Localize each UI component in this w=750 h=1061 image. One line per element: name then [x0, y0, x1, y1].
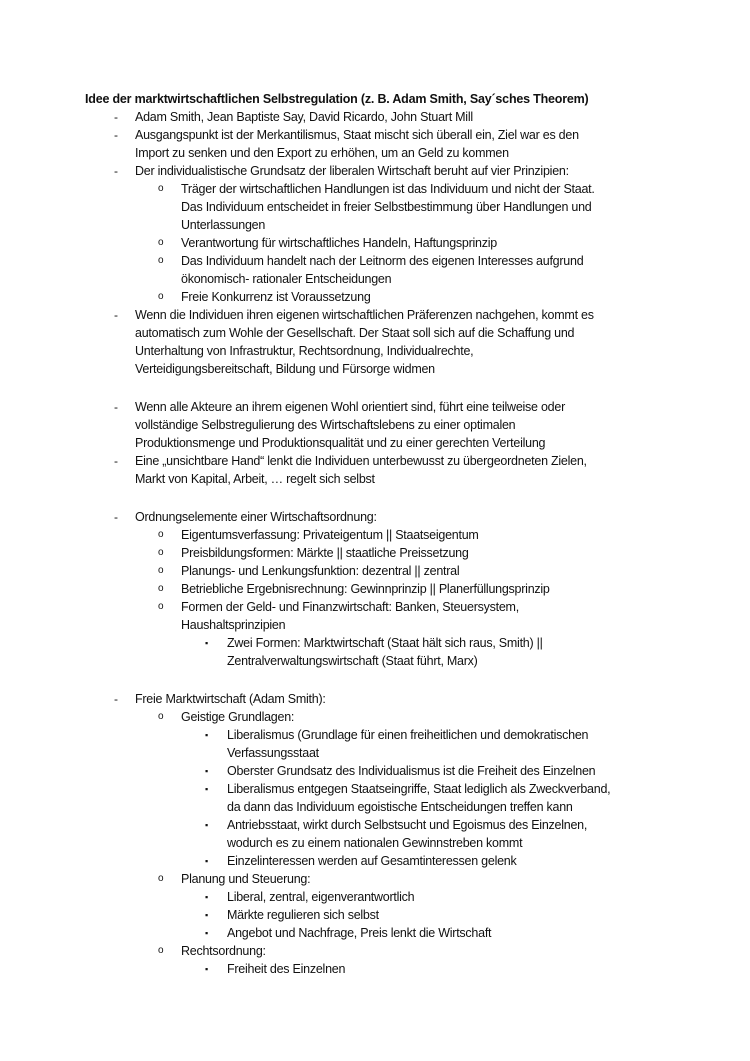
square-bullet-icon: ▪ [205, 928, 209, 938]
list-item-text-line: Ordnungselemente einer Wirtschaftsordnung: [135, 510, 377, 524]
list-item-text-line: Liberalismus (Grundlage für einen freiheitlichen und demokratischen [227, 728, 589, 742]
bullet-list [0, 108, 750, 978]
list-item-level-2 [0, 598, 750, 634]
circle-bullet-icon: o [158, 601, 164, 612]
list-item-text-line: Freie Marktwirtschaft (Adam Smith): [135, 692, 326, 706]
list-item-level-3 [0, 906, 750, 924]
circle-bullet-icon: o [158, 945, 164, 956]
list-item-level-1 [0, 108, 750, 126]
list-item-text-line: Antriebsstaat, wirkt durch Selbstsucht und Egoismus des Einzelnen, [227, 818, 588, 832]
list-item-text-line: Planungs- und Lenkungsfunktion: dezentral || zentral [181, 564, 460, 578]
list-item-text-line: Haushaltsprinzipien [181, 618, 286, 632]
list-item-level-3 [0, 888, 750, 906]
list-item-text-line: Liberalismus entgegen Staatseingriffe, Staat lediglich als Zweckverband, [227, 782, 611, 796]
list-item-text-line: Liberal, zentral, eigenverantwortlich [227, 890, 415, 904]
list-item-text-line: Preisbildungsformen: Märkte || staatliche Preissetzung [181, 546, 469, 560]
list-item-text-line: Träger der wirtschaftlichen Handlungen ist das Individuum und nicht der Staat. [181, 182, 595, 196]
list-item-text-line: Das Individuum entscheidet in freier Selbstbestimmung über Handlungen und [181, 200, 592, 214]
dash-bullet-icon: - [114, 454, 118, 468]
list-item-text-line: ökonomisch- rationaler Entscheidungen [181, 272, 392, 286]
list-item-level-3 [0, 762, 750, 780]
list-item-level-1 [0, 126, 750, 162]
list-item-text-line: Unterhaltung von Infrastruktur, Rechtsordnung, Individualrechte, [135, 344, 474, 358]
list-item-text-line: Verantwortung für wirtschaftliches Handeln, Haftungsprinzip [181, 236, 497, 250]
dash-bullet-icon: - [114, 128, 118, 142]
square-bullet-icon: ▪ [205, 892, 209, 902]
list-item-text-line: Der individualistische Grundsatz der liberalen Wirtschaft beruht auf vier Prinzipien: [135, 164, 569, 178]
list-item-level-2 [0, 708, 750, 726]
square-bullet-icon: ▪ [205, 784, 209, 794]
dash-bullet-icon: - [114, 692, 118, 706]
list-item-text-line: Angebot und Nachfrage, Preis lenkt die Wirtschaft [227, 926, 492, 940]
list-item-text-line: Märkte regulieren sich selbst [227, 908, 379, 922]
list-item-text-line: Adam Smith, Jean Baptiste Say, David Ricardo, John Stuart Mill [135, 110, 473, 124]
paragraph-gap [0, 488, 750, 508]
list-item-text-line: Freiheit des Einzelnen [227, 962, 346, 976]
list-item-level-3 [0, 634, 750, 670]
list-item-text-line: Rechtsordnung: [181, 944, 266, 958]
list-item-text-line: Import zu senken und den Export zu erhöhen, um an Geld zu kommen [135, 146, 509, 160]
list-item-level-2 [0, 252, 750, 288]
list-item-text-line: Formen der Geld- und Finanzwirtschaft: Banken, Steuersystem, [181, 600, 519, 614]
list-item-text-line: Einzelinteressen werden auf Gesamtinteressen gelenk [227, 854, 517, 868]
list-item-level-3 [0, 816, 750, 852]
square-bullet-icon: ▪ [205, 766, 209, 776]
circle-bullet-icon: o [158, 183, 164, 194]
circle-bullet-icon: o [158, 255, 164, 266]
paragraph-gap [0, 670, 750, 690]
list-item-text-line: Markt von Kapital, Arbeit, … regelt sich selbst [135, 472, 375, 486]
list-item-text-line: Planung und Steuerung: [181, 872, 311, 886]
square-bullet-icon: ▪ [205, 964, 209, 974]
list-item-text-line: Verfassungsstaat [227, 746, 319, 760]
circle-bullet-icon: o [158, 873, 164, 884]
list-item-level-3 [0, 852, 750, 870]
list-item-text-line: Eigentumsverfassung: Privateigentum || Staatseigentum [181, 528, 479, 542]
list-item-text-line: da dann das Individuum egoistische Entscheidungen treffen kann [227, 800, 573, 814]
circle-bullet-icon: o [158, 547, 164, 558]
list-item-text-line: Verteidigungsbereitschaft, Bildung und Fürsorge widmen [135, 362, 435, 376]
list-item-text-line: Freie Konkurrenz ist Voraussetzung [181, 290, 371, 304]
list-item-text-line: Zwei Formen: Marktwirtschaft (Staat hält sich raus, Smith) || [227, 636, 543, 650]
document-heading: Idee der marktwirtschaftlichen Selbstregulation (z. B. Adam Smith, Say´sches Theorem) [85, 92, 589, 106]
list-item-level-1 [0, 690, 750, 708]
list-item-text-line: vollständige Selbstregulierung des Wirtschaftslebens zu einer optimalen [135, 418, 516, 432]
list-item-level-2 [0, 526, 750, 544]
square-bullet-icon: ▪ [205, 910, 209, 920]
list-item-text-line: Geistige Grundlagen: [181, 710, 295, 724]
circle-bullet-icon: o [158, 237, 164, 248]
list-item-text-line: automatisch zum Wohle der Gesellschaft. Der Staat soll sich auf die Schaffung und [135, 326, 575, 340]
list-item-level-1 [0, 508, 750, 526]
dash-bullet-icon: - [114, 110, 118, 124]
list-item-level-2 [0, 942, 750, 960]
list-item-text-line: Wenn die Individuen ihren eigenen wirtschaftlichen Präferenzen nachgehen, kommt es [135, 308, 594, 322]
list-item-level-2 [0, 288, 750, 306]
list-item-level-1 [0, 452, 750, 488]
list-item-level-2 [0, 234, 750, 252]
circle-bullet-icon: o [158, 291, 164, 302]
list-item-text-line: Oberster Grundsatz des Individualismus ist die Freiheit des Einzelnen [227, 764, 596, 778]
list-item-text-line: Wenn alle Akteure an ihrem eigenen Wohl orientiert sind, führt eine teilweise oder [135, 400, 565, 414]
list-item-text-line: wodurch es zu einem nationalen Gewinnstreben kommt [227, 836, 523, 850]
circle-bullet-icon: o [158, 565, 164, 576]
list-item-level-1 [0, 398, 750, 452]
square-bullet-icon: ▪ [205, 856, 209, 866]
list-item-level-2 [0, 180, 750, 234]
list-item-text-line: Produktionsmenge und Produktionsqualität und zu einer gerechten Verteilung [135, 436, 546, 450]
dash-bullet-icon: - [114, 510, 118, 524]
square-bullet-icon: ▪ [205, 730, 209, 740]
dash-bullet-icon: - [114, 400, 118, 414]
list-item-text-line: Eine „unsichtbare Hand“ lenkt die Individuen unterbewusst zu übergeordneten Zielen, [135, 454, 587, 468]
list-item-text-line: Das Individuum handelt nach der Leitnorm des eigenen Interesses aufgrund [181, 254, 584, 268]
dash-bullet-icon: - [114, 164, 118, 178]
list-item-level-1 [0, 306, 750, 378]
list-item-level-2 [0, 544, 750, 562]
list-item-level-2 [0, 562, 750, 580]
list-item-level-1 [0, 162, 750, 180]
square-bullet-icon: ▪ [205, 820, 209, 830]
circle-bullet-icon: o [158, 711, 164, 722]
list-item-level-3 [0, 726, 750, 762]
list-item-level-2 [0, 870, 750, 888]
list-item-text-line: Ausgangspunkt ist der Merkantilismus, Staat mischt sich überall ein, Ziel war es den [135, 128, 579, 142]
list-item-text-line: Betriebliche Ergebnisrechnung: Gewinnprinzip || Planerfüllungsprinzip [181, 582, 550, 596]
list-item-level-3 [0, 924, 750, 942]
list-item-level-3 [0, 960, 750, 978]
paragraph-gap [0, 378, 750, 398]
list-item-text-line: Zentralverwaltungswirtschaft (Staat führt, Marx) [227, 654, 478, 668]
list-item-level-3 [0, 780, 750, 816]
list-item-text-line: Unterlassungen [181, 218, 266, 232]
document-page [0, 90, 750, 978]
dash-bullet-icon: - [114, 308, 118, 322]
square-bullet-icon: ▪ [205, 638, 209, 648]
list-item-level-2 [0, 580, 750, 598]
circle-bullet-icon: o [158, 529, 164, 540]
circle-bullet-icon: o [158, 583, 164, 594]
